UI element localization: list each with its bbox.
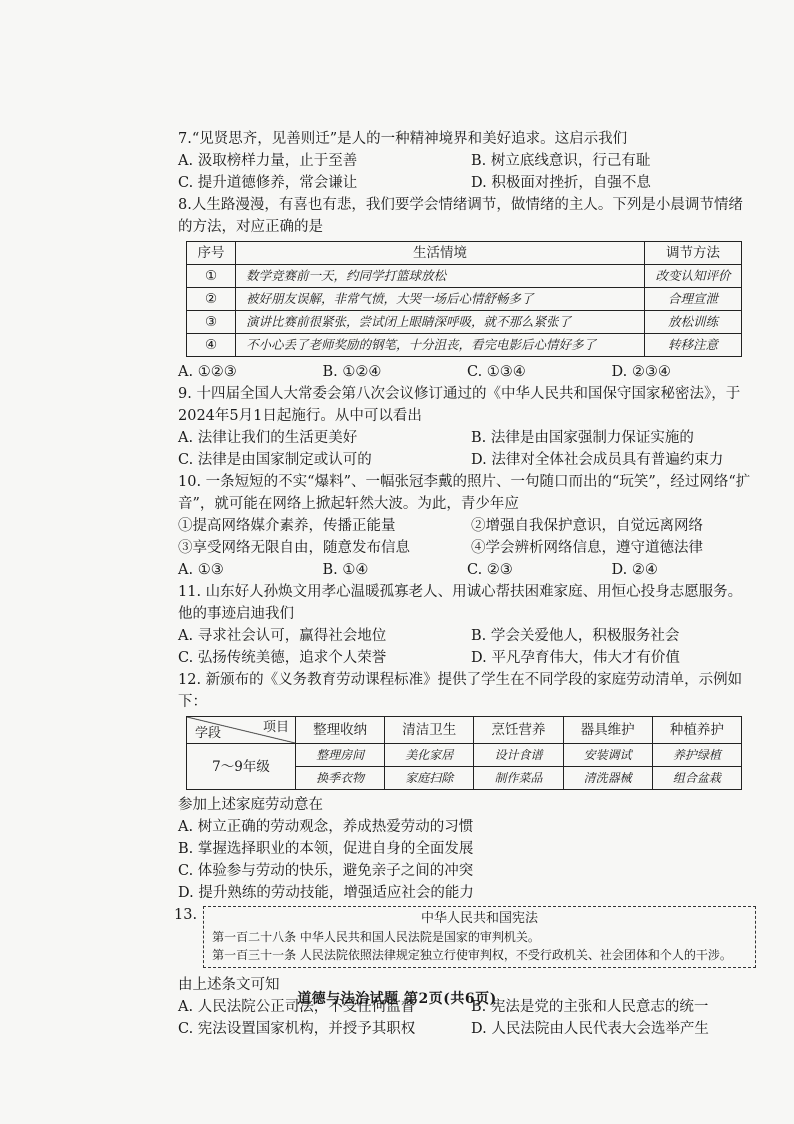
q7-option-b[interactable]: B. 树立底线意识，行己有耻 (471, 153, 651, 169)
q12-table-header (187, 717, 742, 744)
q7-option-a[interactable]: A. 汲取榜样力量，止于至善 (178, 153, 358, 169)
q8-row-scene: 数学竞赛前一天，约同学打篮球放松 (236, 265, 645, 288)
q12-stem: 12. 新颁布的《义务教育劳动课程标准》提供了学生在不同学段的家庭劳动清单，示例如下： (178, 672, 743, 710)
q11-option-a[interactable]: A. 寻求社会认可，赢得社会地位 (178, 628, 387, 644)
q10-option-b[interactable]: B. ①④ (322, 562, 369, 578)
q10-option-a[interactable]: A. ①③ (178, 562, 224, 578)
q12-options (178, 816, 756, 904)
q8-row-method: 改变认知评价 (645, 265, 742, 288)
q13-constitution-box (203, 906, 756, 968)
q12-cell: 组合盆栽 (652, 767, 741, 790)
q8-row-method: 转移注意 (645, 334, 742, 357)
q8-col-scene: 生活情境 (236, 242, 645, 265)
q10-option-c[interactable]: C. ②③ (467, 562, 513, 578)
q12-diagonal-header (187, 717, 295, 743)
page-footer: 道德与法治试题 第2页(共6页) (297, 991, 497, 1007)
table-row (187, 311, 742, 334)
q8-options (178, 361, 756, 383)
q12-cell: 安装调试 (563, 744, 652, 767)
q12-option-c[interactable]: C. 体验参与劳动的快乐，避免亲子之间的冲突 (178, 863, 474, 879)
q8-col-method: 调节方法 (645, 242, 742, 265)
q8-option-d[interactable]: D. ②③④ (611, 364, 671, 380)
q9-option-d[interactable]: D. 法律对全体社会成员具有普遍约束力 (471, 452, 724, 468)
q13-article-128: 第一百二十八条 中华人民共和国人民法院是国家的审判机关。 (212, 930, 540, 944)
q12-cell: 清洗器械 (563, 767, 652, 790)
q7-option-d[interactable]: D. 积极面对挫折，自强不息 (471, 175, 651, 191)
q8-option-c[interactable]: C. ①③④ (467, 364, 526, 380)
q7-option-c[interactable]: C. 提升道德修养，常会谦让 (178, 175, 358, 191)
q12-option-b[interactable]: B. 掌握选择职业的本领，促进自身的全面发展 (178, 841, 474, 857)
table-row (187, 288, 742, 311)
q8-row-no: ③ (187, 311, 236, 334)
q13-option-b[interactable]: B. 宪法是党的主张和人民意志的统一 (471, 999, 709, 1015)
q9-option-c[interactable]: C. 法律是由国家制定或认可的 (178, 452, 372, 468)
q8-table (186, 241, 742, 357)
q12-corner-top: 项目 (262, 720, 289, 735)
q10-item-1: ①提高网络媒介素养，传播正能量 (178, 518, 396, 534)
q12-col: 种植养护 (652, 717, 741, 744)
q9-option-b[interactable]: B. 法律是由国家强制力保证实施的 (471, 430, 694, 446)
q13-option-d[interactable]: D. 人民法院由人民代表大会选举产生 (471, 1021, 709, 1037)
q10-item-4: ④学会辨析网络信息，遵守道德法律 (471, 540, 703, 556)
question-column (174, 128, 756, 1040)
q12-corner-cell (187, 717, 296, 744)
q8-option-b[interactable]: B. ①②④ (322, 364, 382, 380)
q12-lead: 参加上述家庭劳动意在 (178, 797, 323, 813)
q8-col-no: 序号 (187, 242, 236, 265)
q12-col: 烹饪营养 (474, 717, 563, 744)
q12-col: 清洁卫生 (385, 717, 474, 744)
q11-options (178, 625, 756, 669)
q8-row-method: 合理宣泄 (645, 288, 742, 311)
q8-row-scene: 不小心丢了老师奖励的钢笔，十分沮丧，看完电影后心情好多了 (236, 334, 645, 357)
q12-cell: 家庭扫除 (385, 767, 474, 790)
q13-block (174, 904, 756, 974)
q12-corner-bottom: 学段 (195, 726, 222, 741)
q13-lead: 由上述条文可知 (178, 977, 280, 993)
q12-cell: 设计食谱 (474, 744, 563, 767)
table-row (187, 265, 742, 288)
q12-cell: 制作菜品 (474, 767, 563, 790)
q8-row-no: ④ (187, 334, 236, 357)
q13-option-a[interactable]: A. 人民法院公正司法，不受任何监督 (178, 999, 416, 1015)
q8-option-a[interactable]: A. ①②③ (178, 364, 237, 380)
q10-options (178, 559, 756, 581)
q13-box-title: 中华人民共和国宪法 (421, 911, 539, 926)
q10-option-d[interactable]: D. ②④ (611, 562, 658, 578)
q10-stem: 10. 一条短短的不实“爆料”、一幅张冠李戴的照片、一句随口而出的“玩笑”，经过网络“扩音”，就可能在网络上掀起轩然大波。为此，青少年应 (178, 474, 751, 512)
q11-option-b[interactable]: B. 学会关爱他人，积极服务社会 (471, 628, 680, 644)
q7-options (178, 150, 756, 194)
q11-option-d[interactable]: D. 平凡孕育伟大，伟大才有价值 (471, 650, 680, 666)
q8-stem: 8.人生路漫漫，有喜也有悲，我们要学会情绪调节，做情绪的主人。下列是小晨调节情绪的方法，对应正确的是 (178, 197, 743, 235)
q8-row-no: ② (187, 288, 236, 311)
q9-stem: 9. 十四届全国人大常委会第八次会议修订通过的《中华人民共和国保守国家秘密法》，于2024年5月1日起施行。从中可以看出 (178, 386, 741, 424)
q12-col: 器具维护 (563, 717, 652, 744)
q7-stem: 7.“见贤思齐，见善则迁”是人的一种精神境界和美好追求。这启示我们 (178, 131, 628, 147)
q11-stem: 11. 山东好人孙焕文用孝心温暖孤寡老人、用诚心帮扶困难家庭、用恒心投身志愿服务。他的事迹启迪我们 (178, 584, 743, 622)
table-row (187, 744, 742, 767)
q12-option-a[interactable]: A. 树立正确的劳动观念，养成热爱劳动的习惯 (178, 819, 474, 835)
q12-cell: 整理房间 (296, 744, 385, 767)
q13-option-c[interactable]: C. 宪法设置国家机构，并授予其职权 (178, 1021, 416, 1037)
q10-items (178, 515, 756, 559)
q12-cell: 养护绿植 (652, 744, 741, 767)
q12-option-d[interactable]: D. 提升熟练的劳动技能，增强适应社会的能力 (178, 885, 474, 901)
q8-row-method: 放松训练 (645, 311, 742, 334)
table-row (187, 334, 742, 357)
q12-col: 整理收纳 (296, 717, 385, 744)
q9-option-a[interactable]: A. 法律让我们的生活更美好 (178, 430, 358, 446)
q8-table-header (187, 242, 742, 265)
q11-option-c[interactable]: C. 弘扬传统美德，追求个人荣誉 (178, 650, 387, 666)
q8-row-no: ① (187, 265, 236, 288)
q13-number: 13. (174, 907, 198, 923)
q8-row-scene: 被好朋友误解，非常气愤，大哭一场后心情舒畅多了 (236, 288, 645, 311)
q12-cell: 换季衣物 (296, 767, 385, 790)
q10-item-2: ②增强自我保护意识，自觉远离网络 (471, 518, 703, 534)
q12-table (186, 716, 742, 790)
q8-row-scene: 演讲比赛前很紧张，尝试闭上眼睛深呼吸，就不那么紧张了 (236, 311, 645, 334)
q13-article-131: 第一百三十一条 人民法院依照法律规定独立行使审判权，不受行政机关、社会团体和个人的干涉。 (212, 948, 732, 962)
q9-options (178, 427, 756, 471)
q12-cell: 美化家居 (385, 744, 474, 767)
q10-item-3: ③享受网络无限自由，随意发布信息 (178, 540, 410, 556)
q12-grade: 7～9年级 (187, 744, 296, 790)
